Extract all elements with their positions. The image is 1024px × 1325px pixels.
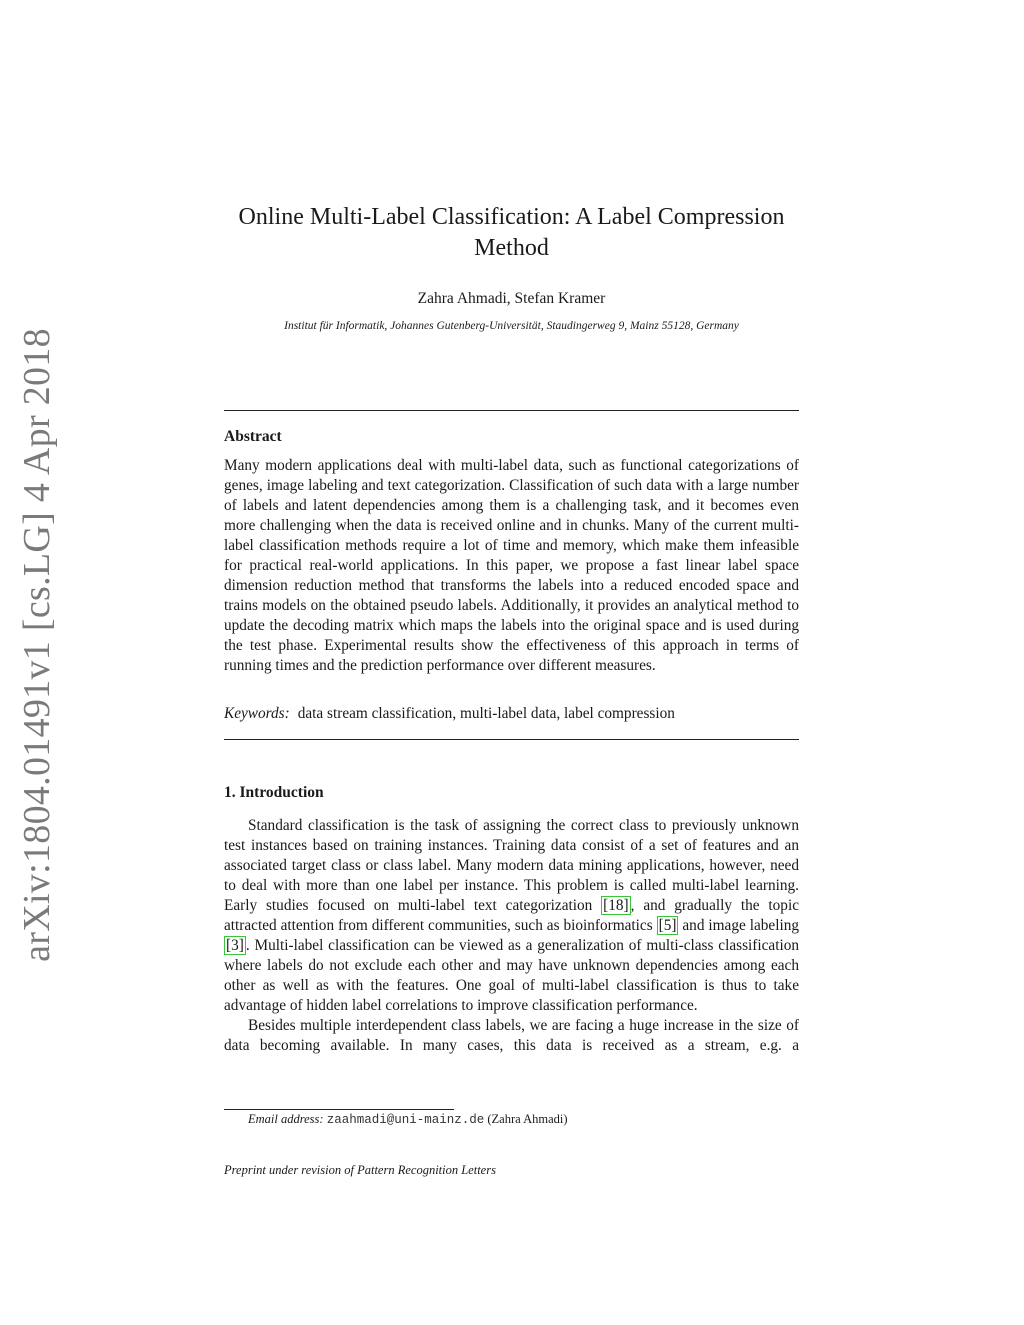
introduction-paragraph-2: Besides multiple interdependent class labels, we are facing a huge increase in the size of data becoming available. In many cases, this data is received as a stream, e.g. a xyxy=(224,1017,799,1054)
paragraph-text: and image labeling xyxy=(678,917,799,934)
paper-title xyxy=(224,202,799,264)
citation-link-3[interactable]: [3] xyxy=(226,937,244,954)
title-line-2: Method xyxy=(474,235,549,261)
abstract-bottom-rule xyxy=(224,739,799,740)
footnote-rule xyxy=(224,1109,454,1110)
keywords-text: data stream classification, multi-label data, label compression xyxy=(297,705,675,722)
title-line-1: Online Multi-Label Classification: A Label Compression xyxy=(238,204,785,230)
paragraph-text: , and gradually the topic attracted attention from different communities, such as bioinformatics xyxy=(224,897,799,934)
footnote-email xyxy=(248,1112,568,1127)
keywords xyxy=(224,704,799,724)
abstract-top-rule xyxy=(224,410,799,411)
paragraph-text: Standard classification is the task of assigning the correct class to previously unknown test instances based on training instances. Training data consist of a set of features and an associated target class or class label. Many modern data mining applications, however, need to deal with more than one label per instance. This problem is called multi-label learning. Early studies focused on multi-label text categorization xyxy=(224,817,799,914)
paragraph-text: . Multi-label classification can be viewed as a generalization of multi-class classification where labels do not exclude each other and may have unknown dependencies among each other as well as with the features. One goal of multi-label classification is thus to take advantage of hidden label correlations to improve classification performance. xyxy=(224,937,799,1014)
affiliation: Institut für Informatik, Johannes Gutenberg-Universität, Staudingerweg 9, Mainz 55128, Germany xyxy=(284,320,739,332)
introduction-paragraph-1 xyxy=(224,816,799,1016)
abstract-text: Many modern applications deal with multi-label data, such as functional categorizations of genes, image labeling and text categorization. Classification of such data with a large number of labels and latent dependencies among them is a challenging task, and it becomes even more challenging when the data is received online and in chunks. Many of the current multi-label classification methods require a lot of time and memory, which make them infeasible for practical real-world applications. In this paper, we propose a fast linear label space dimension reduction method that transforms the labels into a reduced encoded space and trains models on the obtained pseudo labels. Additionally, it provides an analytical method to update the decoding matrix which maps the labels into the original space and is used during the test phase. Experimental results show the effectiveness of this approach in terms of running times and the prediction performance over different measures. xyxy=(224,457,799,674)
citation-link-18[interactable]: [18] xyxy=(603,897,629,914)
footnote-label: Email address: xyxy=(248,1112,324,1126)
email-address[interactable]: zaahmadi@uni-mainz.de xyxy=(326,1113,485,1127)
author-list: Zahra Ahmadi, Stefan Kramer xyxy=(417,290,606,307)
keywords-label: Keywords: xyxy=(224,705,290,722)
introduction-body xyxy=(224,816,799,1056)
arxiv-stamp-text: arXiv:1804.01491v1 [cs.LG] 4 Apr 2018 xyxy=(16,328,58,962)
section-heading-introduction: 1. Introduction xyxy=(224,784,324,801)
abstract-heading: Abstract xyxy=(224,428,282,445)
citation-link-5[interactable]: [5] xyxy=(658,917,677,934)
preprint-note: Preprint under revision of Pattern Recognition Letters xyxy=(224,1163,496,1177)
footnote-name: (Zahra Ahmadi) xyxy=(487,1112,568,1126)
